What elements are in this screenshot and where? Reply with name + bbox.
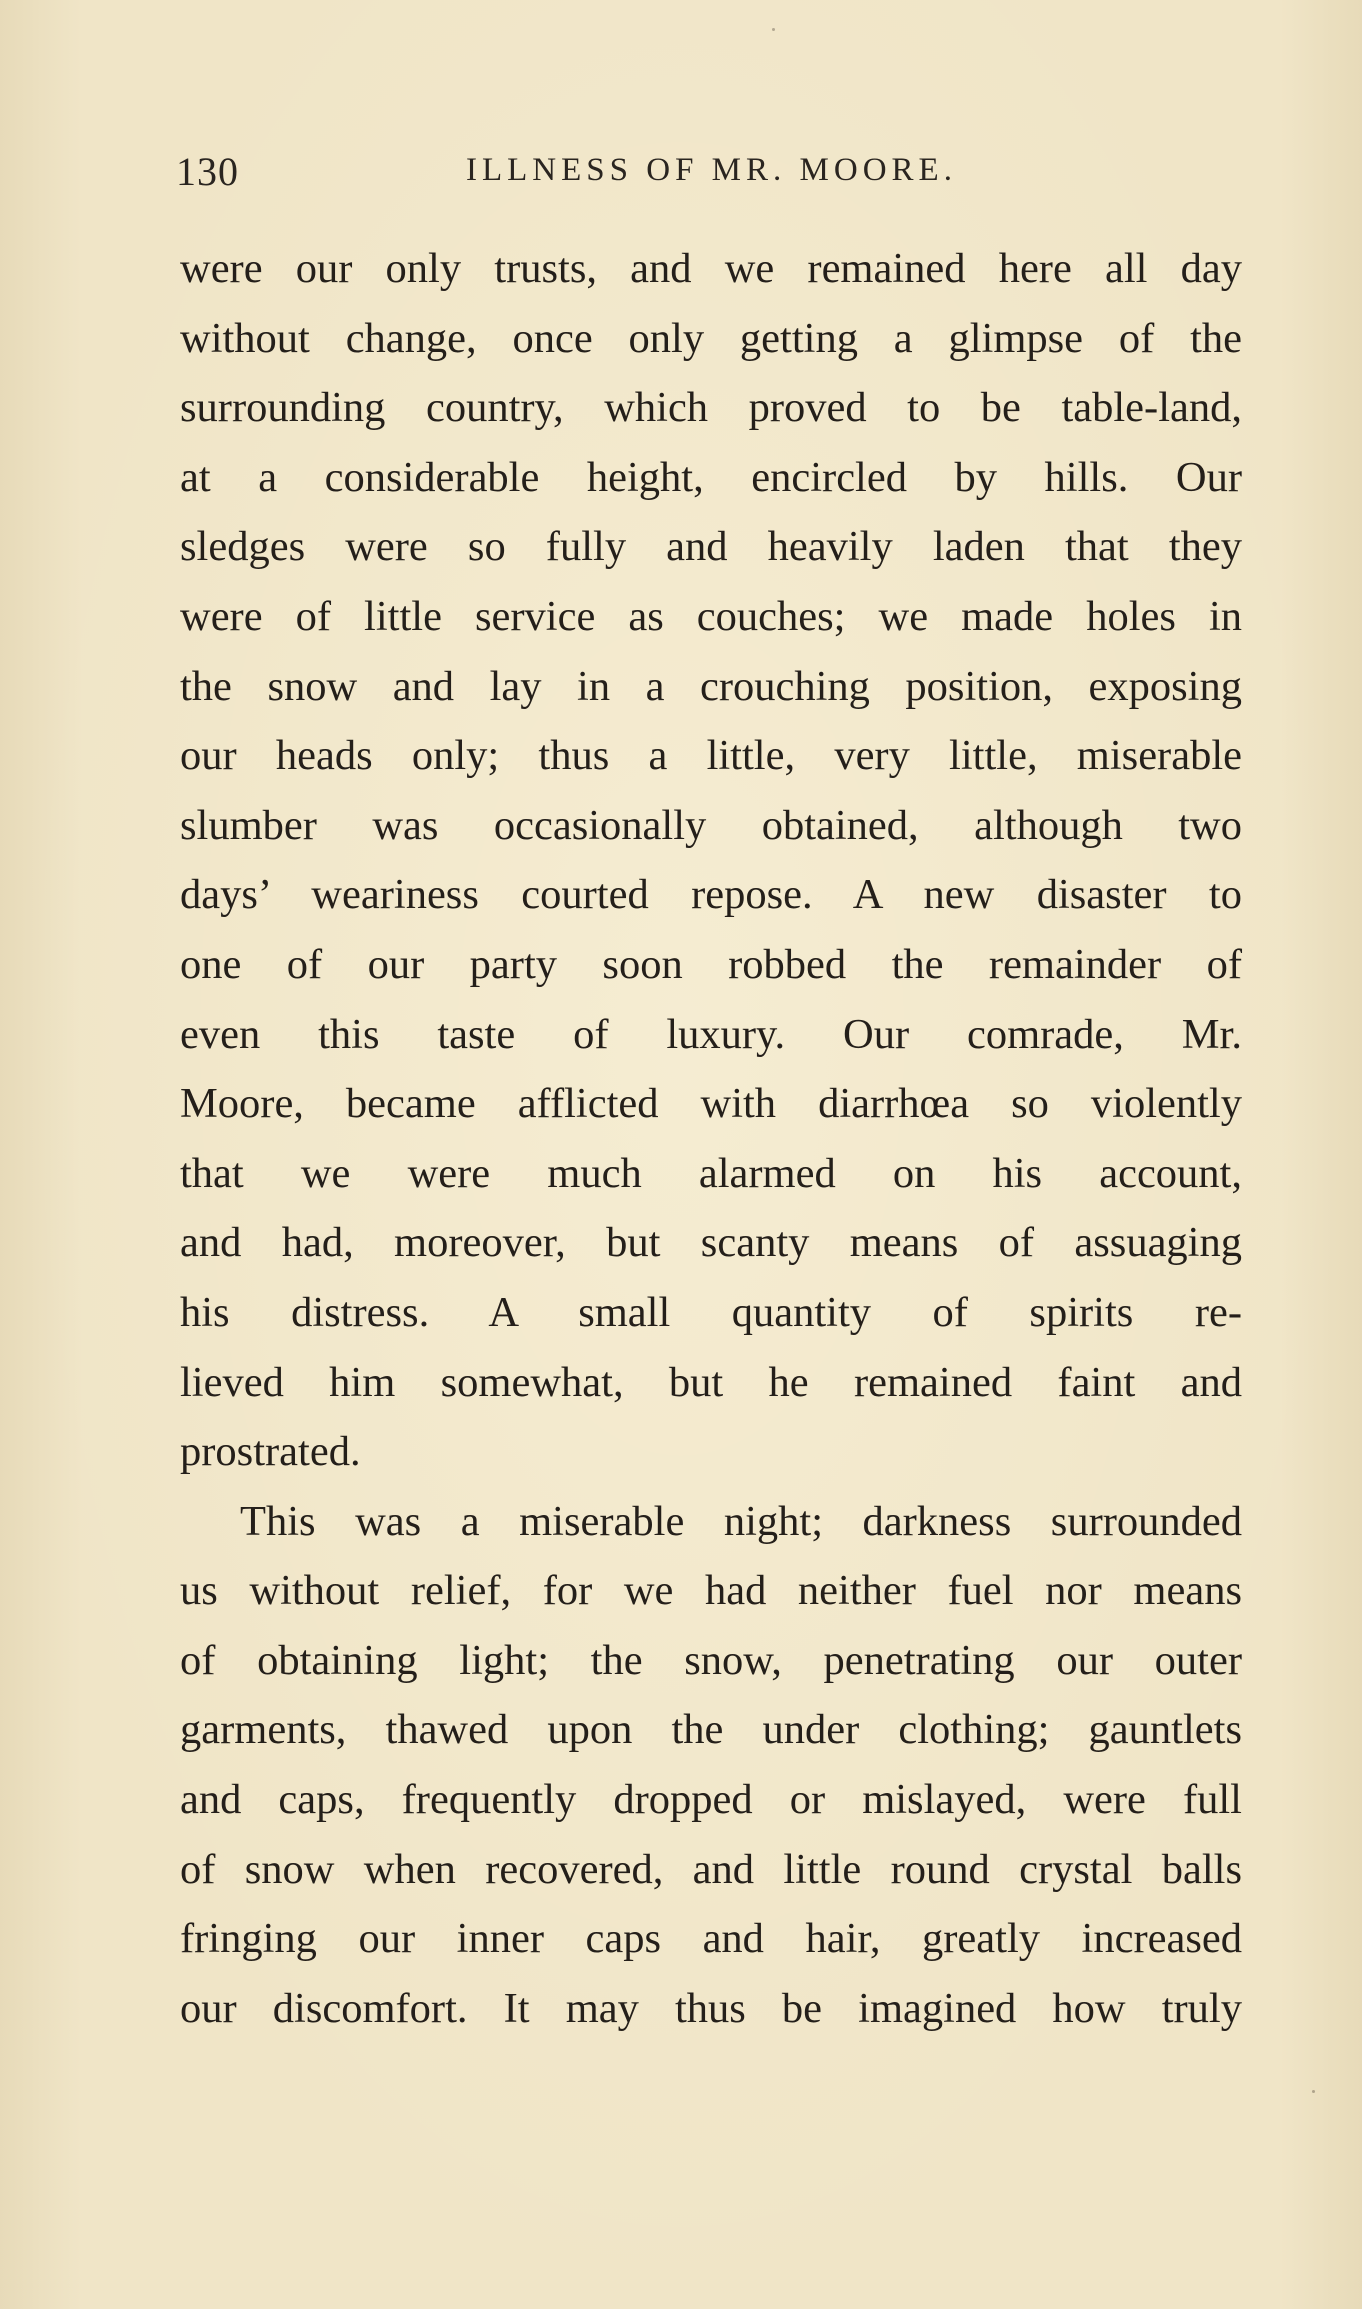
text-line: us without relief, for we had neither fuel nor means [180,1567,1242,1615]
text-line: lieved him somewhat, but he remained faint and [180,1358,1242,1406]
body-text [180,234,1242,2043]
text-line: prostrated. [180,1428,361,1476]
paper-speck [772,28,775,31]
text-line: without change, once only getting a glimpse of the [180,314,1242,362]
text-line: at a considerable height, encircled by hills. Our [180,453,1242,501]
paper-speck [1312,2090,1315,2093]
text-line: our heads only; thus a little, very little, miserable [180,732,1242,780]
text-line: the snow and lay in a crouching position, exposing [180,662,1242,710]
text-line: his distress. A small quantity of spirits re- [180,1288,1242,1336]
text-line: of snow when recovered, and little round crystal balls [180,1845,1242,1893]
page-header [176,148,1246,208]
text-line: even this taste of luxury. Our comrade, Mr. [180,1010,1242,1058]
text-line: and caps, frequently dropped or mislayed, were full [180,1776,1242,1824]
text-line: were of little service as couches; we made holes in [180,592,1242,640]
text-line: This was a miserable night; darkness surrounded [240,1497,1242,1545]
text-line: days’ weariness courted repose. A new disaster to [180,871,1242,919]
text-line: that we were much alarmed on his account, [180,1149,1242,1197]
paragraph [180,1487,1242,2044]
running-head: ILLNESS OF MR. MOORE. [466,152,957,188]
text-line: one of our party soon robbed the remainder of [180,940,1242,988]
text-line: surrounding country, which proved to be table-land, [180,384,1242,432]
paragraph [180,234,1242,1487]
text-line: Moore, became afflicted with diarrhœa so violently [180,1080,1242,1128]
text-line: of obtaining light; the snow, penetrating our outer [180,1636,1242,1684]
text-line: and had, moreover, but scanty means of assuaging [180,1219,1242,1267]
text-line: fringing our inner caps and hair, greatly increased [180,1915,1242,1963]
text-line: garments, thawed upon the under clothing; gauntlets [180,1706,1242,1754]
text-line: sledges were so fully and heavily laden that they [180,523,1242,571]
text-line: our discomfort. It may thus be imagined how truly [180,1984,1242,2032]
text-line: slumber was occasionally obtained, although two [180,801,1242,849]
text-line: were our only trusts, and we remained here all day [180,245,1242,292]
page-number: 130 [176,149,239,194]
